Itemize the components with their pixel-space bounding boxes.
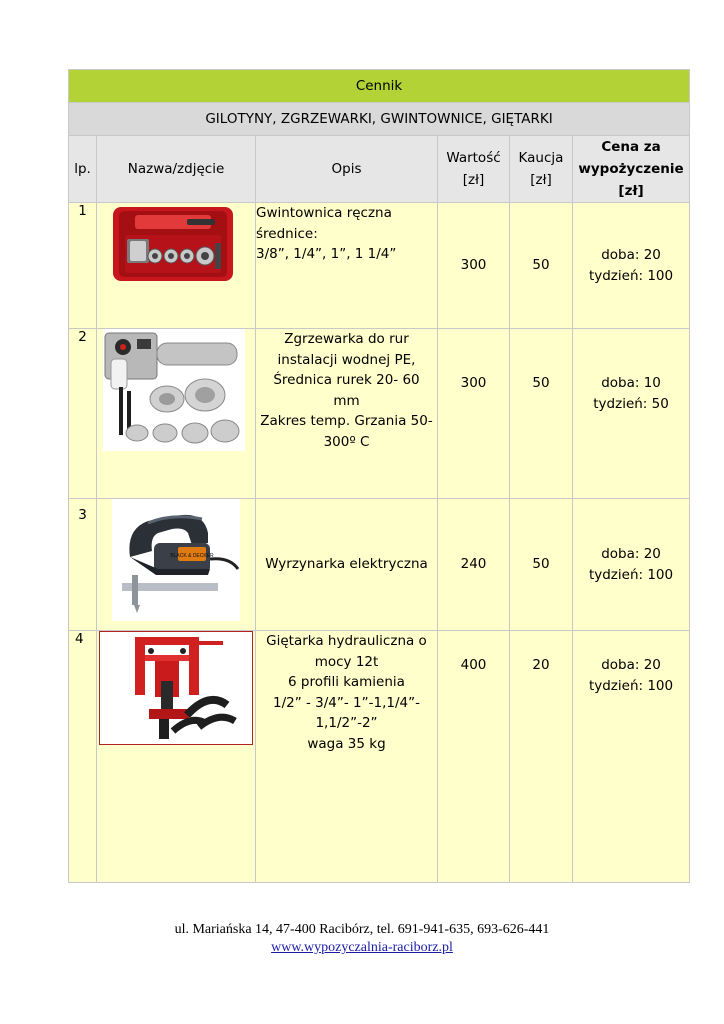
jigsaw-image <box>112 499 240 621</box>
pipe-bender-image <box>99 631 253 745</box>
desc-line: waga 35 kg <box>307 735 386 752</box>
header-desc: Opis <box>256 136 438 203</box>
table-row <box>69 329 690 499</box>
row-lp: 3 <box>69 499 97 631</box>
website-link[interactable]: www.wypozyczalnia-raciborz.pl <box>271 940 453 955</box>
desc-line: 6 profili kamienia <box>288 674 405 690</box>
header-deposit-unit: [zł] <box>530 172 552 188</box>
price-table <box>68 69 690 883</box>
threader-kit-image <box>97 203 247 283</box>
row-value: 300 <box>438 329 510 499</box>
row-value: 240 <box>438 499 510 631</box>
desc-line: Giętarka hydrauliczna o <box>266 633 427 649</box>
row-price <box>573 329 690 499</box>
footer-address: ul. Mariańska 14, 47-400 Racibórz, tel. 691-941-635, 693-626-441 <box>174 922 550 937</box>
row-image-cell <box>97 203 256 329</box>
row-deposit: 50 <box>510 329 573 499</box>
table-subtitle: GILOTYNY, ZGRZEWARKI, GWINTOWNICE, GIĘTARKI <box>69 103 690 136</box>
row-description <box>256 203 438 329</box>
price-week: tydzień: 50 <box>593 395 669 412</box>
header-value-line: Wartość <box>446 150 501 166</box>
row-price <box>573 499 690 631</box>
row-lp: 2 <box>69 329 97 499</box>
desc-line: średnice: <box>256 225 318 242</box>
table-row <box>69 499 690 631</box>
desc-line: instalacji wodnej PE, <box>277 351 416 368</box>
row-description <box>256 329 438 499</box>
header-deposit-line: Kaucja <box>518 150 564 166</box>
desc-line: Zakres temp. Grzania 50- <box>260 413 433 429</box>
row-lp: 1 <box>69 203 97 329</box>
price-day: doba: 20 <box>601 247 661 263</box>
header-value <box>438 136 510 203</box>
row-deposit: 50 <box>510 203 573 329</box>
table-title: Cennik <box>69 70 690 103</box>
price-week: tydzień: 100 <box>588 267 674 284</box>
desc-line: Średnica rurek 20- 60 <box>273 372 420 388</box>
desc-line: 1/2” - 3/4”- 1”-1,1/4”- <box>273 694 420 711</box>
row-image-cell <box>97 329 256 499</box>
desc-line: 300º C <box>323 433 370 450</box>
table-row <box>69 631 690 883</box>
price-day: doba: 10 <box>601 375 661 391</box>
row-description <box>256 631 438 883</box>
price-week: tydzień: 100 <box>588 677 674 694</box>
row-image-cell <box>97 631 256 883</box>
header-lp: lp. <box>69 136 97 203</box>
pipe-welder-image <box>97 329 247 451</box>
row-deposit: 20 <box>510 631 573 883</box>
row-value: 400 <box>438 631 510 883</box>
table-row <box>69 203 690 329</box>
row-lp: 4 <box>69 631 97 883</box>
header-price-unit: [zł] <box>618 183 644 199</box>
row-deposit: 50 <box>510 499 573 631</box>
row-value: 300 <box>438 203 510 329</box>
footer-website <box>0 940 724 956</box>
row-price <box>573 631 690 883</box>
header-price-line2: wypożyczenie <box>578 161 684 177</box>
brand-logo: BLACK & DECKER <box>170 553 214 559</box>
header-value-unit: [zł] <box>462 172 485 188</box>
desc-line: 3/8”, 1/4”, 1”, 1 1/4” <box>256 246 397 262</box>
row-image-cell <box>97 499 256 631</box>
price-week: tydzień: 100 <box>588 566 674 583</box>
desc-line: Gwintownica ręczna <box>256 205 392 221</box>
row-price <box>573 203 690 329</box>
header-price-line1: Cena za <box>601 139 661 155</box>
header-name: Nazwa/zdjęcie <box>97 136 256 203</box>
desc-line: mocy 12t <box>314 653 379 670</box>
desc-line: mm <box>333 392 360 409</box>
row-description <box>256 499 438 631</box>
price-day: doba: 20 <box>601 546 661 562</box>
price-day: doba: 20 <box>601 657 661 673</box>
desc-line: Zgrzewarka do rur <box>284 331 409 347</box>
desc-line: 1,1/2”-2” <box>315 715 378 731</box>
desc-line: Wyrzynarka elektryczna <box>265 556 428 573</box>
header-deposit <box>510 136 573 203</box>
header-price <box>573 136 690 203</box>
